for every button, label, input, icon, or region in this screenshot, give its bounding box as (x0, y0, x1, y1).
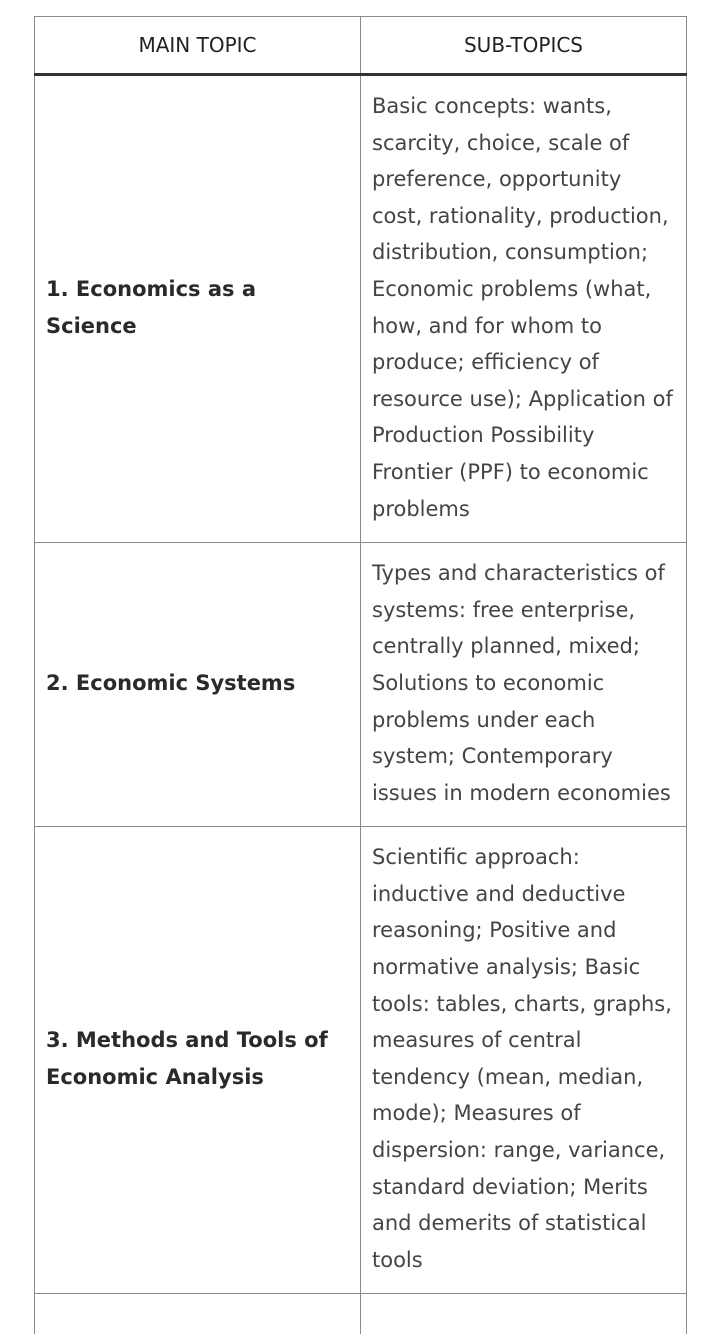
sub-topics-header: SUB-TOPICS (361, 17, 687, 75)
sub-topics-cell-empty (361, 1294, 687, 1334)
syllabus-table (34, 16, 687, 1334)
table-body (35, 75, 687, 1334)
header-row (35, 17, 687, 75)
table-row (35, 827, 687, 1294)
main-topic-cell: 3. Methods and Tools of Economic Analysis (35, 827, 361, 1294)
main-topic-header: MAIN TOPIC (35, 17, 361, 75)
sub-topics-cell: Types and characteristics of systems: free enterprise, centrally planned, mixed; Solutions to economic problems under each system; Contemporary issues in modern economies (361, 543, 687, 827)
table-row (35, 543, 687, 827)
table-row-partial (35, 1294, 687, 1334)
table-header (35, 17, 687, 75)
table-row (35, 75, 687, 543)
sub-topics-cell: Basic concepts: wants, scarcity, choice, scale of preference, opportunity cost, rationality, production, distribution, consumption; Economic problems (what, how, and for whom to produce; efficiency of resource use); Application of Production Possibility Frontier (PPF) to economic problems (361, 75, 687, 543)
main-topic-cell: 1. Economics as a Science (35, 75, 361, 543)
main-topic-cell-empty (35, 1294, 361, 1334)
sub-topics-cell: Scientific approach: inductive and deductive reasoning; Positive and normative analysis; Basic tools: tables, charts, graphs, measures of central tendency (mean, median, mode); Measures of dispersion: range, variance, standard deviation; Merits and demerits of statistical tools (361, 827, 687, 1294)
main-topic-cell: 2. Economic Systems (35, 543, 361, 827)
